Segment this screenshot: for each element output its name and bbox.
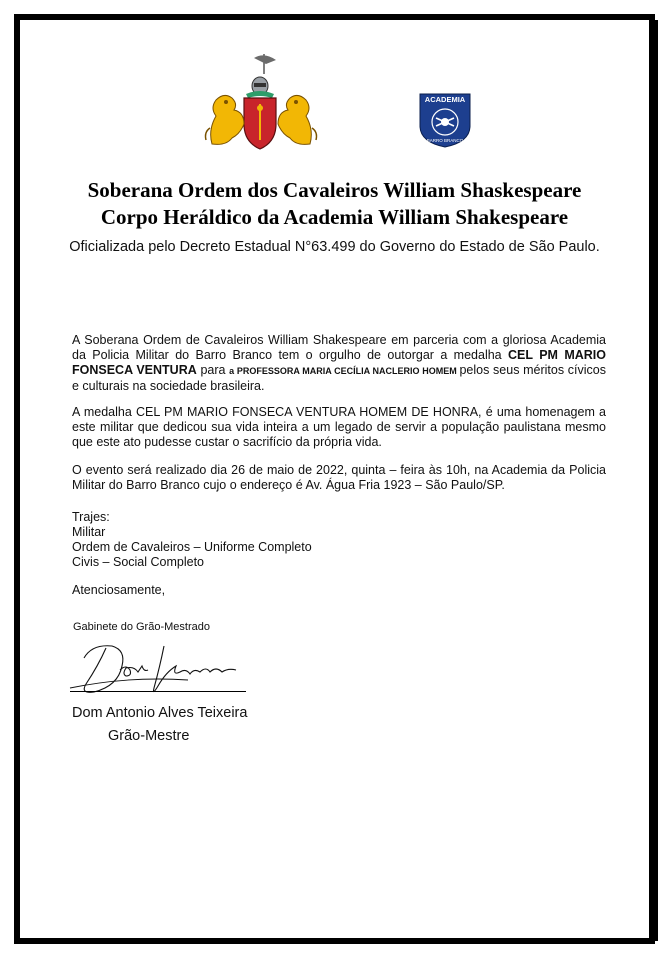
title-line-1: Soberana Ordem dos Cavaleiros William Shaskespeare (87, 178, 582, 202)
p1-text-c: pelos seus méritos cívicos e culturais na sociedade brasileira. (72, 363, 606, 393)
medal-name: CEL PM MARIO FONSECA VENTURA (72, 348, 606, 377)
subtitle: Oficializada pelo Decreto Estadual N°63.499 do Governo do Estado de São Paulo. (69, 239, 600, 255)
badge-bottom-text: BARRO BRANCO (426, 138, 464, 143)
dress-code (72, 510, 312, 570)
signature-office: Gabinete do Grão-Mestrado (73, 621, 210, 633)
coat-of-arms-logo (202, 52, 320, 152)
dress-code-item: Ordem de Cavaleiros – Uniforme Completo (72, 540, 312, 554)
paragraph-1 (72, 333, 606, 394)
handwritten-signature (68, 636, 248, 698)
badge-top-text: ACADEMIA (424, 95, 466, 104)
paragraph-2: A medalha CEL PM MARIO FONSECA VENTURA HOMEM DE HONRA, é uma homenagem a este militar que dedicou sua vida inteira a um legado de servir a população paulistana mesmo que este ato pudesse custar o sacrifício da própria vida. (72, 405, 606, 449)
recipient-name: a PROFESSORA MARIA CECÍLIA NACLERIO HOMEM (229, 366, 460, 376)
dress-code-item: Militar (72, 525, 106, 539)
signer-title: Grão-Mestre (108, 728, 190, 744)
dress-code-heading: Trajes: (72, 510, 110, 524)
signer-name: Dom Antonio Alves Teixeira (72, 705, 248, 721)
border-shadow-right (655, 20, 658, 938)
dress-code-item: Civis – Social Completo (72, 555, 204, 569)
academia-barro-branco-badge (418, 92, 472, 148)
p1-text-a: A Soberana Ordem de Cavaleiros William Shakespeare em parceria com a gloriosa Academia da Policia Militar do Barro Branco tem o orgulho de outorgar a medalha (72, 333, 606, 362)
closing-salutation: Atenciosamente, (72, 583, 166, 597)
border-shadow-bottom (20, 938, 658, 941)
title-line-2: Corpo Heráldico da Academia William Shakespeare (100, 205, 569, 229)
signature-line (70, 691, 246, 692)
paragraph-3: O evento será realizado dia 26 de maio de 2022, quinta – feira às 10h, na Academia da Policia Militar do Barro Branco cujo o endereço é Av. Água Fria 1923 – São Paulo/SP. (72, 463, 606, 492)
p1-text-b: para (196, 363, 230, 377)
